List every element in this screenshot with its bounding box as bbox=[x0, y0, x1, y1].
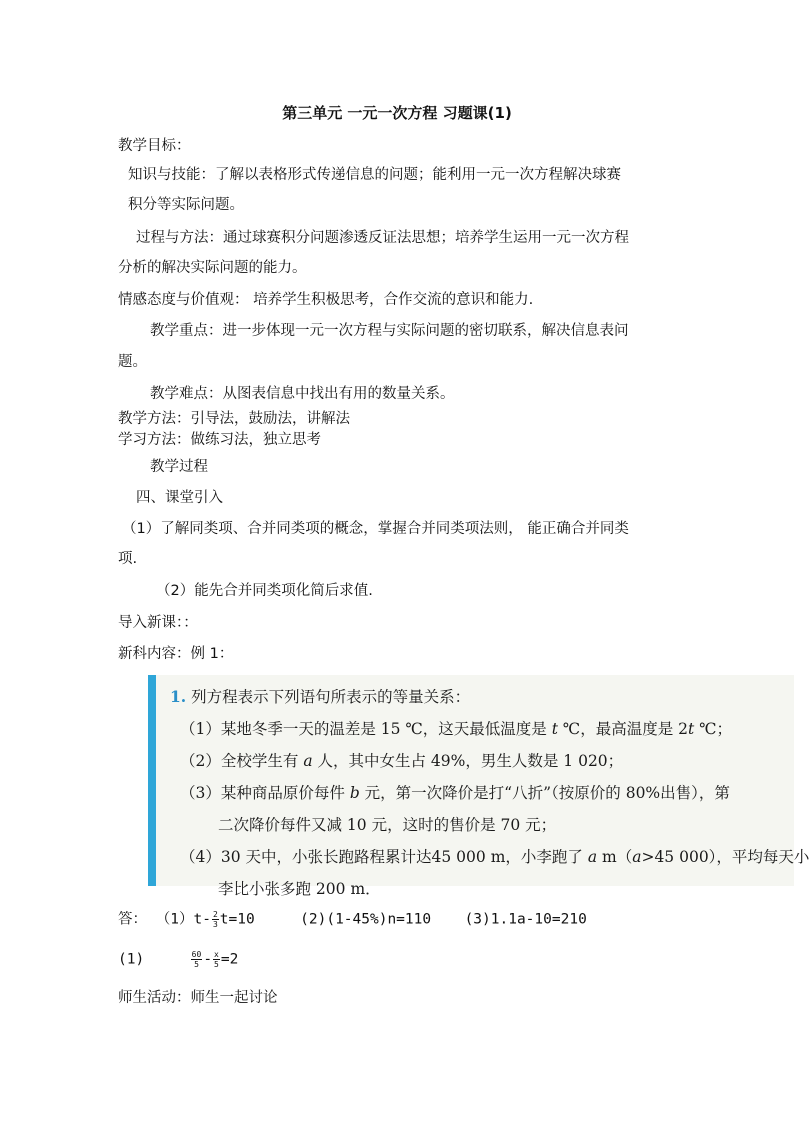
key-point-line-2: 题。 bbox=[118, 354, 147, 370]
emotion-line: 情感态度与价值观： 培养学生积极思考，合作交流的意识和能力. bbox=[118, 292, 534, 308]
process-heading: 教学过程 bbox=[150, 459, 208, 475]
item-text: m（ bbox=[597, 848, 633, 866]
item-text: （2） bbox=[180, 752, 221, 770]
question-text: 列方程表示下列语句所表示的等量关系： bbox=[191, 688, 471, 706]
key-point-line-1: 教学重点：进一步体现一元一次方程与实际问题的密切联系，解决信息表问 bbox=[150, 323, 629, 339]
answer-1-post: t=10 bbox=[219, 911, 255, 928]
fraction-numerator: x bbox=[214, 950, 219, 959]
fraction-denominator: 3 bbox=[212, 920, 218, 929]
item-text: 二次降价每件又减 10 元，这时的售价是 70 元； bbox=[218, 816, 557, 834]
knowledge-line-1: 知识与技能：了解以表格形式传递信息的问题；能利用一元一次方程解决球赛 bbox=[128, 167, 621, 183]
variable-text: a bbox=[587, 848, 598, 866]
learning-method-line: 学习方法：做练习法，独立思考 bbox=[118, 432, 321, 448]
answer-1-index: （1） bbox=[155, 911, 194, 928]
textbook-item-line bbox=[180, 749, 623, 771]
item-text: （4） bbox=[180, 848, 221, 866]
item-text: 人，其中女生占 49%，男生人数是 1 020； bbox=[312, 752, 624, 770]
item-text: 全校学生有 bbox=[220, 752, 304, 770]
new-lesson-line: 导入新课：： bbox=[118, 615, 198, 631]
difficult-point-line: 教学难点：从图表信息中找出有用的数量关系。 bbox=[150, 386, 455, 402]
textbook-image bbox=[148, 675, 809, 898]
equation-label: (1) bbox=[118, 951, 145, 968]
answer-1-fraction bbox=[212, 910, 219, 929]
item-text: ℃； bbox=[694, 720, 733, 738]
textbook-accent-bar bbox=[148, 675, 156, 886]
fraction-denominator: 5 bbox=[214, 960, 219, 969]
item-text: 某地冬季一天的温差是 15 ℃，这天最低温度是 bbox=[220, 720, 552, 738]
answer-2: (2)(1-45%)n=110 bbox=[300, 911, 432, 928]
intro-item-2: （2）能先合并同类项化简后求值. bbox=[156, 583, 373, 599]
equation-line bbox=[118, 950, 238, 969]
textbook-item-line bbox=[180, 845, 809, 867]
textbook-question-head bbox=[170, 685, 470, 707]
variable-text: t bbox=[688, 720, 695, 738]
fraction-numerator: 60 bbox=[191, 950, 202, 959]
item-text: 某种商品原价每件 bbox=[220, 784, 350, 802]
equation-fraction-2 bbox=[213, 950, 220, 969]
process-line-2: 分析的解决实际问题的能力。 bbox=[118, 260, 307, 276]
answer-3: (3)1.1a-10=210 bbox=[464, 911, 587, 928]
item-text: ℃，最高温度是 2 bbox=[557, 720, 689, 738]
item-text: 元，第一次降价是打“八折”（按原价的 80%出售），第 bbox=[359, 784, 730, 802]
intro-heading: 四、课堂引入 bbox=[136, 490, 223, 506]
item-text: （1） bbox=[180, 720, 221, 738]
item-text: 李比小张多跑 200 m． bbox=[218, 880, 381, 898]
item-text: （3） bbox=[180, 784, 221, 802]
textbook-item-line bbox=[180, 717, 732, 739]
equation-fraction-1 bbox=[191, 950, 203, 969]
variable-text: a bbox=[632, 848, 642, 866]
variable-text: a bbox=[303, 752, 313, 770]
question-number: 1. bbox=[170, 687, 187, 706]
teaching-method-line: 教学方法：引导法，鼓励法，讲解法 bbox=[118, 411, 350, 427]
answer-label: 答： bbox=[118, 911, 147, 928]
page-title: 第三单元 一元一次方程 习题课(1) bbox=[282, 104, 512, 122]
item-text: 30 天中，小张长跑路程累计达45 000 m，小李跑了 bbox=[220, 848, 588, 866]
intro-item-1a: （1）了解同类项、合并同类项的概念，掌握合并同类项法则， 能正确合并同类 bbox=[122, 521, 629, 537]
textbook-item-line bbox=[218, 877, 381, 899]
intro-item-1b: 项. bbox=[118, 551, 138, 567]
equation-rhs: =2 bbox=[220, 951, 239, 968]
answer-line bbox=[118, 910, 587, 929]
fraction-denominator: 5 bbox=[194, 960, 199, 969]
objectives-heading: 教学目标： bbox=[118, 138, 191, 154]
variable-text: t bbox=[551, 720, 558, 738]
item-text: >45 000），平均每天小 bbox=[641, 848, 809, 866]
process-line-1: 过程与方法：通过球赛积分问题渗透反证法思想；培养学生运用一元一次方程 bbox=[136, 230, 629, 246]
activity-line: 师生活动：师生一起讨论 bbox=[118, 990, 278, 1006]
answer-1-pre: t- bbox=[193, 911, 211, 928]
variable-text: b bbox=[349, 784, 360, 802]
textbook-item-line bbox=[180, 781, 730, 803]
fraction-numerator: 2 bbox=[212, 910, 218, 919]
textbook-item-line bbox=[218, 813, 556, 835]
equation-minus: - bbox=[203, 951, 213, 968]
knowledge-line-2: 积分等实际问题。 bbox=[128, 197, 244, 213]
new-content-line: 新科内容：例 1： bbox=[118, 646, 234, 662]
